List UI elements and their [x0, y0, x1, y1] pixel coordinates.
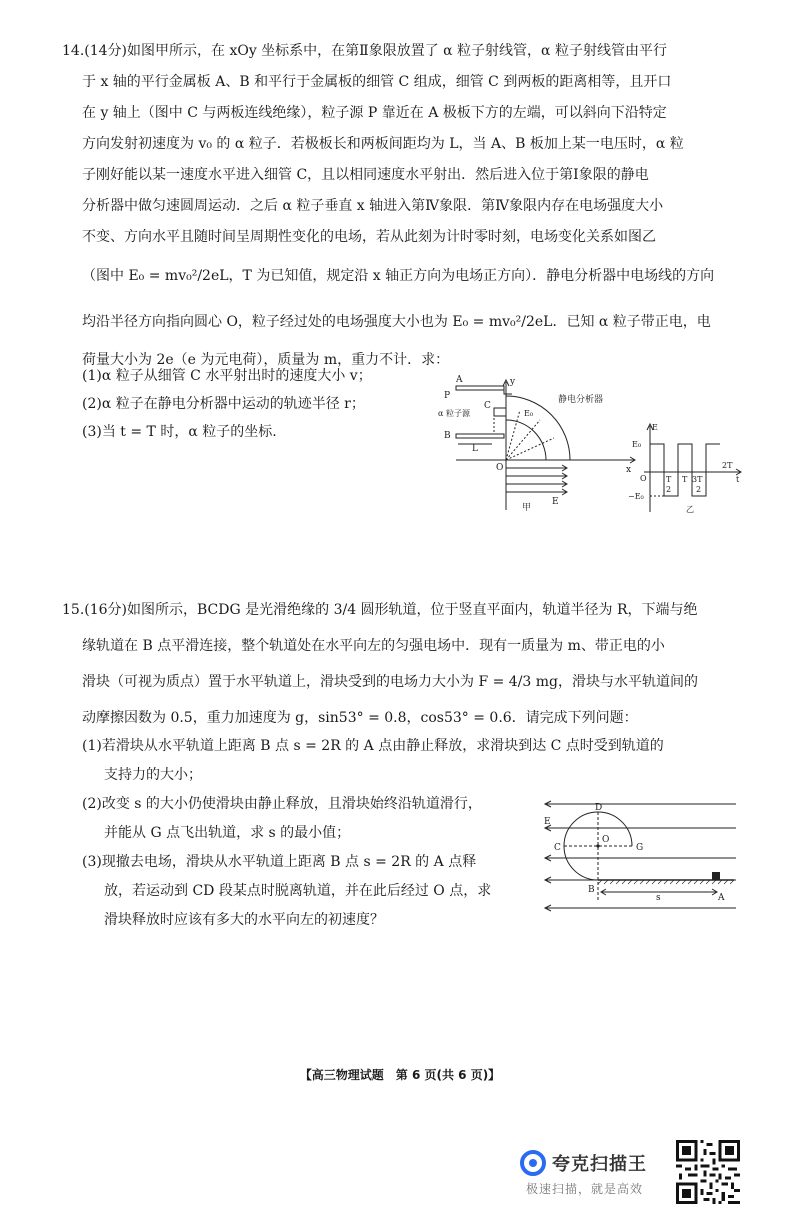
caption-yi: 乙	[686, 505, 694, 514]
yi-label-3t-den: 2	[696, 485, 702, 494]
q15-label-c: C	[554, 843, 561, 853]
yi-label-neg-e0: −E₀	[628, 492, 644, 501]
q14-line: 方向发射初速度为 v₀ 的 α 粒子．若极板长和两板间距均为 L，当 A、B 板加上某一电压时，α 粒	[82, 136, 684, 152]
q15-label-o: O	[602, 835, 610, 845]
q14-question-3: (3)当 t = T 时，α 粒子的坐标.	[82, 424, 277, 440]
q15-line: 15.(16分)如图所示，BCDG 是光滑绝缘的 3/4 圆形轨道，位于竖直平面内，轨道半径为 R，下端与绝	[62, 602, 698, 618]
q15-statement	[62, 592, 742, 736]
q14-line: 荷量大小为 2e（e 为元电荷），质量为 m，重力不计．求：	[82, 352, 450, 368]
q14-line: 子刚好能以某一速度水平进入细管 C，且以相同速度水平射出．然后进入位于第Ⅰ象限的静电	[82, 167, 649, 183]
analyzer-outer-arc	[506, 396, 570, 460]
q15-question-2-cont: 并能从 G 点飞出轨道，求 s 的最小值；	[104, 825, 351, 841]
label-b: B	[444, 431, 451, 441]
q15-label-a: A	[718, 893, 725, 903]
plate-b	[456, 434, 504, 438]
label-e: E	[552, 497, 559, 507]
q15-question-1-cont: 支持力的大小；	[104, 767, 202, 783]
square-wave	[650, 444, 720, 496]
q14-line: 分析器中做匀速圆周运动．之后 α 粒子垂直 x 轴进入第Ⅳ象限．第Ⅳ象限内存在电场强度大小	[82, 198, 664, 214]
q15-line: 缘轨道在 B 点平滑连接，整个轨道处在水平向左的匀强电场中．现有一质量为 m、带正电的小	[82, 638, 665, 654]
plate-a	[456, 386, 504, 390]
q15-line: 动摩擦因数为 0.5，重力加速度为 g，sin53° = 0.8，cos53° = 0.6．请完成下列问题：	[82, 710, 638, 726]
brand-slogan: 极速扫描，就是高效	[526, 1182, 644, 1196]
yi-label-2t: 2T	[722, 461, 733, 470]
q15-label-b: B	[588, 885, 595, 895]
q15-question-3-cont: 滑块释放时应该有多大的水平向左的初速度？	[104, 912, 384, 928]
q15-question-1: (1)若滑块从水平轨道上距离 B 点 s = 2R 的 A 点由静止释放，求滑块到达 C 点时受到轨道的	[82, 738, 664, 754]
page-footer: 【高三物理试题 第 6 页(共 6 页)】	[299, 1068, 501, 1082]
q14-figure-jia	[436, 372, 636, 512]
yi-label-o: O	[640, 474, 647, 483]
quadrant-iv-field	[506, 465, 567, 495]
yi-label-e0: E₀	[632, 440, 642, 449]
q14-line: 不变、方向水平且随时间呈周期性变化的电场，若从此刻为计时零时刻，电场变化关系如图乙	[82, 229, 656, 245]
q14-line: 于 x 轴的平行金属板 A、B 和平行于金属板的细管 C 组成，细管 C 到两板的距离相等，且开口	[82, 74, 672, 90]
slider-block	[712, 872, 720, 880]
center-point	[596, 844, 599, 847]
caption-jia: 甲	[522, 503, 532, 512]
yi-label-t-axis: t	[736, 475, 740, 484]
q14-line: 14.(14分)如图甲所示，在 xOy 坐标系中，在第Ⅱ象限放置了 α 粒子射线管，α 粒子射线管由平行	[62, 43, 667, 59]
q14-question-1: (1)α 粒子从细管 C 水平射出时的速度大小 v；	[82, 368, 372, 384]
q14-line: （图中 E₀ = mv₀²/2eL，T 为已知值，规定沿 x 轴正方向为电场正方向）．静电分析器中电场线的方向	[82, 268, 715, 284]
scanner-watermark	[520, 1148, 670, 1198]
label-x: x	[626, 465, 632, 475]
q15-label-s: s	[656, 893, 661, 903]
q15-label-e: E	[544, 817, 551, 827]
q14-line: 均沿半径方向指向圆心 O，粒子经过处的电场强度大小也为 E₀ = mv₀²/2eL．已知 α 粒子带正电，电	[82, 314, 711, 330]
label-a: A	[456, 375, 463, 385]
yi-label-t: T	[682, 475, 688, 484]
qr-code-icon	[676, 1140, 740, 1204]
label-origin: O	[496, 463, 504, 473]
label-p: P	[444, 391, 451, 401]
field-line	[506, 438, 554, 460]
q14-line: 在 y 轴上（图中 C 与两板连线绝缘），粒子源 P 靠近在 A 极板下方的左端，可以斜向下沿特定	[82, 105, 667, 121]
yi-label-t-half-num: T	[666, 475, 672, 484]
plate-a-lead	[504, 388, 512, 394]
yi-label-e: E	[652, 423, 658, 432]
label-source: α 粒子源	[438, 409, 470, 418]
q15-question-3-cont: 放，若运动到 CD 段某点时脱离轨道，并在此后经过 O 点，求	[104, 883, 492, 899]
q14-statement	[62, 36, 742, 376]
label-l: L	[472, 444, 478, 454]
q14-questions	[82, 362, 372, 446]
q15-label-g: G	[636, 843, 644, 853]
quark-logo-icon	[520, 1150, 546, 1176]
q15-line: 滑块（可视为质点）置于水平轨道上，滑块受到的电场力大小为 F = 4/3 mg，滑块与水平轨道间的	[82, 674, 699, 690]
q15-question-3: (3)现撤去电场，滑块从水平轨道上距离 B 点 s = 2R 的 A 点释	[82, 854, 477, 870]
yi-label-3t-num: 3T	[692, 475, 703, 484]
q15-question-2: (2)改变 s 的大小仍使滑块由静止释放，且滑块始终沿轨道滑行，	[82, 796, 482, 812]
label-c: C	[484, 401, 491, 411]
label-analyzer: 静电分析器	[558, 395, 604, 405]
q15-figure	[540, 800, 740, 916]
q14-question-2: (2)α 粒子在静电分析器中运动的轨迹半径 r；	[82, 396, 365, 412]
yi-label-t-half-den: 2	[666, 485, 672, 494]
label-e0: E₀	[524, 409, 534, 418]
q15-label-d: D	[595, 803, 603, 813]
tube-c	[494, 408, 506, 416]
q14-figure-yi	[626, 420, 744, 516]
label-y: y	[510, 377, 516, 387]
field-line	[506, 410, 520, 460]
brand-name: 夸克扫描王	[552, 1154, 647, 1175]
